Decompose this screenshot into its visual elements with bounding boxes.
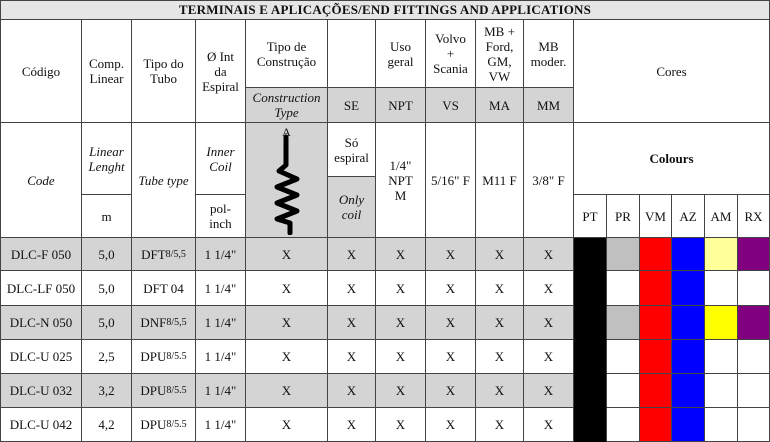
- cell-application-x: X: [376, 408, 426, 442]
- cell-application-x: X: [476, 306, 524, 340]
- colour-swatch-am: [705, 408, 738, 442]
- cell-inner: 1 1/4": [196, 271, 246, 306]
- colour-swatch-pt: [574, 374, 607, 408]
- cell-application-x: X: [426, 271, 476, 306]
- colour-swatch-pt: [574, 340, 607, 374]
- header-cores: Cores: [574, 20, 770, 123]
- cell-code: DLC-U 025: [0, 340, 82, 374]
- fitting-only-coil: Only coil: [328, 177, 376, 238]
- cell-application-x: X: [376, 374, 426, 408]
- colour-swatch-am: [705, 271, 738, 306]
- cell-inner: 1 1/4": [196, 306, 246, 340]
- cell-inner: 1 1/4": [196, 408, 246, 442]
- cell-code: DLC-LF 050: [0, 271, 82, 306]
- fitting-mm: 3/8" F: [524, 123, 574, 238]
- colour-swatch-pr: [607, 408, 640, 442]
- cell-code: DLC-U 032: [0, 374, 82, 408]
- header-volvo-scania: Volvo + Scania: [426, 20, 476, 88]
- colour-swatch-pt: [574, 408, 607, 442]
- colour-code-pt: PT: [574, 195, 607, 238]
- header-code-se: SE: [328, 88, 376, 123]
- colour-swatch-vm: [640, 408, 672, 442]
- cell-application-x: X: [524, 306, 574, 340]
- colour-swatch-rx: [738, 271, 770, 306]
- fitting-npt: 1/4" NPT M: [376, 123, 426, 238]
- cell-application-x: X: [524, 271, 574, 306]
- cell-application-x: X: [328, 238, 376, 271]
- cell-application-x: X: [328, 271, 376, 306]
- cell-code: DLC-U 042: [0, 408, 82, 442]
- colour-code-pr: PR: [607, 195, 640, 238]
- cell-code: DLC-N 050: [0, 306, 82, 340]
- colour-swatch-vm: [640, 271, 672, 306]
- cell-tube: DPU 8/5.5: [132, 408, 196, 442]
- cell-application-x: X: [246, 408, 328, 442]
- cell-application-x: X: [376, 340, 426, 374]
- cell-application-x: X: [328, 306, 376, 340]
- colour-swatch-az: [672, 271, 705, 306]
- cell-tube: DPU 8/5.5: [132, 340, 196, 374]
- cell-application-x: X: [476, 340, 524, 374]
- colour-swatch-pr: [607, 374, 640, 408]
- colour-swatch-pr: [607, 306, 640, 340]
- cell-length: 2,5: [82, 340, 132, 374]
- cell-application-x: X: [328, 408, 376, 442]
- header-unit-m: m: [82, 195, 132, 238]
- colour-swatch-az: [672, 340, 705, 374]
- cell-tube: DNF 8/5,5: [132, 306, 196, 340]
- cell-application-x: X: [524, 374, 574, 408]
- cell-application-x: X: [376, 238, 426, 271]
- header-code-npt: NPT: [376, 88, 426, 123]
- header-construction-type: Construction Type: [246, 88, 328, 123]
- cell-application-x: X: [524, 408, 574, 442]
- header-blank: [328, 20, 376, 88]
- cell-application-x: X: [426, 306, 476, 340]
- cell-application-x: X: [426, 408, 476, 442]
- colour-swatch-az: [672, 238, 705, 271]
- cell-application-x: X: [476, 271, 524, 306]
- header-pol-inch: pol- inch: [196, 195, 246, 238]
- cell-code: DLC-F 050: [0, 238, 82, 271]
- cell-application-x: X: [524, 340, 574, 374]
- header-inner-coil: Inner Coil: [196, 123, 246, 195]
- colour-swatch-rx: [738, 374, 770, 408]
- cell-application-x: X: [328, 340, 376, 374]
- cell-length: 4,2: [82, 408, 132, 442]
- header-mb-ford: MB + Ford, GM, VW: [476, 20, 524, 88]
- cell-application-x: X: [524, 238, 574, 271]
- colour-swatch-az: [672, 374, 705, 408]
- colour-swatch-az: [672, 306, 705, 340]
- cell-length: 3,2: [82, 374, 132, 408]
- cell-application-x: X: [476, 408, 524, 442]
- colour-swatch-pr: [607, 238, 640, 271]
- colour-swatch-az: [672, 408, 705, 442]
- cell-length: 5,0: [82, 271, 132, 306]
- cell-application-x: X: [426, 374, 476, 408]
- header-codigo: Código: [0, 20, 82, 123]
- colour-swatch-pr: [607, 271, 640, 306]
- colour-swatch-pt: [574, 238, 607, 271]
- header-tube-type: Tube type: [132, 123, 196, 238]
- cell-application-x: X: [426, 340, 476, 374]
- colour-swatch-pr: [607, 340, 640, 374]
- colour-code-vm: VM: [640, 195, 672, 238]
- header-code-ma: MA: [476, 88, 524, 123]
- header-linear-lenght: Linear Lenght: [82, 123, 132, 195]
- colour-swatch-vm: [640, 374, 672, 408]
- cell-tube: DFT 04: [132, 271, 196, 306]
- colour-swatch-rx: [738, 340, 770, 374]
- cell-application-x: X: [328, 374, 376, 408]
- header-int-espiral: Ø Int da Espiral: [196, 20, 246, 123]
- cell-tube: DPU 8/5.5: [132, 374, 196, 408]
- colour-swatch-rx: [738, 238, 770, 271]
- fitting-vs: 5/16" F: [426, 123, 476, 238]
- cell-application-x: X: [246, 374, 328, 408]
- cell-application-x: X: [476, 374, 524, 408]
- colour-code-rx: RX: [738, 195, 770, 238]
- cell-application-x: X: [426, 238, 476, 271]
- cell-inner: 1 1/4": [196, 238, 246, 271]
- header-code: Code: [0, 123, 82, 238]
- colour-swatch-pt: [574, 271, 607, 306]
- colour-swatch-vm: [640, 238, 672, 271]
- header-code-vs: VS: [426, 88, 476, 123]
- header-comp-linear: Comp. Linear: [82, 20, 132, 123]
- cell-inner: 1 1/4": [196, 374, 246, 408]
- construction-drawing: [246, 123, 328, 238]
- colour-code-az: AZ: [672, 195, 705, 238]
- header-tipo-construcao: Tipo de Construção: [246, 20, 328, 88]
- cell-application-x: X: [246, 306, 328, 340]
- construction-letter: A: [282, 125, 291, 139]
- cell-application-x: X: [246, 340, 328, 374]
- colour-swatch-vm: [640, 340, 672, 374]
- colour-swatch-pt: [574, 306, 607, 340]
- cell-application-x: X: [476, 238, 524, 271]
- cell-tube: DFT 8/5,5: [132, 238, 196, 271]
- cell-length: 5,0: [82, 238, 132, 271]
- header-mb-moder: MB moder.: [524, 20, 574, 88]
- colour-swatch-rx: [738, 408, 770, 442]
- colour-swatch-am: [705, 374, 738, 408]
- header-colours: Colours: [574, 123, 770, 195]
- table-title: TERMINAIS E APLICAÇÕES/END FITTINGS AND APPLICATIONS: [0, 0, 770, 20]
- colour-code-am: AM: [705, 195, 738, 238]
- coil-spring-icon: [252, 125, 322, 235]
- colour-swatch-am: [705, 238, 738, 271]
- cell-application-x: X: [246, 271, 328, 306]
- cell-length: 5,0: [82, 306, 132, 340]
- cell-application-x: X: [376, 271, 426, 306]
- colour-swatch-am: [705, 340, 738, 374]
- colour-swatch-rx: [738, 306, 770, 340]
- colour-swatch-am: [705, 306, 738, 340]
- colour-swatch-vm: [640, 306, 672, 340]
- header-code-mm: MM: [524, 88, 574, 123]
- fitting-ma: M11 F: [476, 123, 524, 238]
- header-uso-geral: Uso geral: [376, 20, 426, 88]
- cell-application-x: X: [246, 238, 328, 271]
- cell-inner: 1 1/4": [196, 340, 246, 374]
- fitting-so-espiral: Só espiral: [328, 123, 376, 177]
- cell-application-x: X: [376, 306, 426, 340]
- header-tipo-tubo: Tipo do Tubo: [132, 20, 196, 123]
